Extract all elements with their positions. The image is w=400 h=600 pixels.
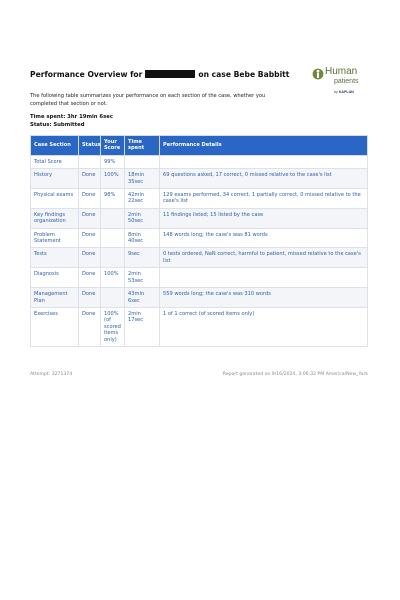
table-cell: 9sec (125, 248, 160, 268)
table-cell: Done (79, 268, 101, 288)
title-suffix: on case Bebe Babbitt (198, 70, 290, 79)
table-cell: Done (79, 189, 101, 209)
report-description: The following table summarizes your performance on each section of the case, whether you completed that section or not. (30, 93, 266, 107)
table-cell: 43min 6sec (125, 288, 160, 308)
column-header: Time spent (125, 136, 160, 156)
table-cell: Diagnosis (31, 268, 79, 288)
table-cell (160, 155, 368, 168)
generated-timestamp: Report generated on 9/16/2024, 3:06:32 PM America/New_York (222, 372, 368, 377)
table-cell (101, 288, 125, 308)
attempt-id: Attempt: 3271374 (30, 372, 73, 377)
table-cell (125, 155, 160, 168)
column-header: Performance Details (160, 136, 368, 156)
table-row (31, 228, 368, 248)
logo-byline: by KAPLAN (334, 90, 354, 94)
redacted-name (145, 70, 195, 78)
table-cell: Tests (31, 248, 79, 268)
table-body (31, 155, 368, 346)
table-cell (101, 228, 125, 248)
table-cell: 69 questions asked, 17 correct, 0 missed relative to the case's list (160, 169, 368, 189)
table-row (31, 268, 368, 288)
table-cell: 8min 40sec (125, 228, 160, 248)
table-cell: Key findings organization (31, 208, 79, 228)
table-header-row (31, 136, 368, 156)
table-cell: 129 exams performed, 34 correct, 1 partially correct, 0 missed relative to the case's list (160, 189, 368, 209)
table-cell: Done (79, 228, 101, 248)
table-row (31, 155, 368, 168)
table-cell: Total Score (31, 155, 79, 168)
table-cell: 2min 53sec (125, 268, 160, 288)
table-cell: 559 words long; the case's was 310 words (160, 288, 368, 308)
report-page (30, 66, 368, 347)
table-cell: 99% (101, 155, 125, 168)
time-spent: Time spent: 3hr 19min 6sec (30, 114, 113, 120)
table-cell (79, 155, 101, 168)
table-row (31, 169, 368, 189)
table-cell: 100% (of scored items only) (101, 307, 125, 346)
table-cell: Problem Statement (31, 228, 79, 248)
page-title (30, 70, 289, 79)
table-row (31, 189, 368, 209)
table-cell: 98% (101, 189, 125, 209)
status: Status: Submitted (30, 121, 85, 128)
table-cell: 100% (101, 268, 125, 288)
table-cell: Management Plan (31, 288, 79, 308)
performance-table (30, 135, 368, 347)
table-cell: Done (79, 169, 101, 189)
table-cell: 148 words long; the case's was 81 words (160, 228, 368, 248)
table-cell: 0 tests ordered, NaN correct, harmful to patient, missed relative to the case's list (160, 248, 368, 268)
table-cell (160, 268, 368, 288)
table-cell (101, 248, 125, 268)
table-cell: 42min 22sec (125, 189, 160, 209)
table-row (31, 208, 368, 228)
human-logo-icon (312, 68, 324, 80)
report-meta (30, 114, 368, 129)
table-cell: Done (79, 307, 101, 346)
table-row (31, 307, 368, 346)
logo-line2: patients (334, 78, 359, 85)
table-cell: 11 findings listed; 15 listed by the case (160, 208, 368, 228)
table-cell: Done (79, 288, 101, 308)
table-cell: Exercises (31, 307, 79, 346)
table-cell (101, 208, 125, 228)
table-cell: 2min 50sec (125, 208, 160, 228)
title-prefix: Performance Overview for (30, 70, 143, 79)
table-cell: 1 of 1 correct (of scored items only) (160, 307, 368, 346)
table-row (31, 248, 368, 268)
human-patients-logo (310, 66, 368, 106)
table-cell: History (31, 169, 79, 189)
table-cell: Physical exams (31, 189, 79, 209)
logo-line1: Human (325, 66, 358, 77)
column-header: Your Score (101, 136, 125, 156)
table-cell: Done (79, 248, 101, 268)
table-cell: 100% (101, 169, 125, 189)
report-footer (30, 372, 368, 377)
table-cell: Done (79, 208, 101, 228)
column-header: Case Section (31, 136, 79, 156)
table-cell: 2min 17sec (125, 307, 160, 346)
column-header: Status (79, 136, 101, 156)
table-row (31, 288, 368, 308)
table-cell: 18min 35sec (125, 169, 160, 189)
report-header (30, 66, 368, 92)
